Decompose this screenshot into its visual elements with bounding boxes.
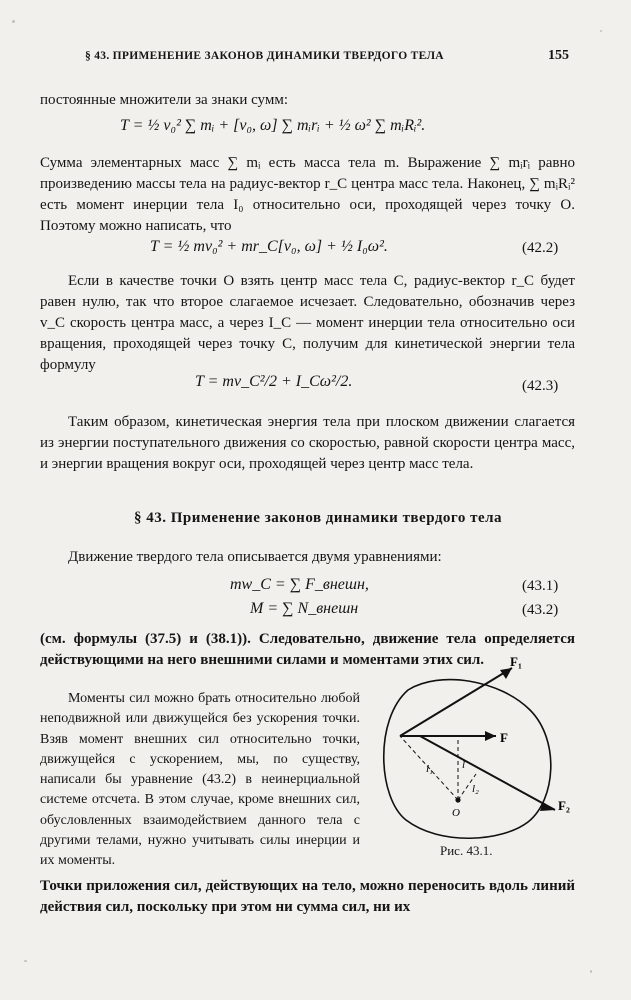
- page-number: 155: [548, 48, 569, 63]
- running-head: [0, 50, 631, 70]
- paragraph-8: Точки приложения сил, действующих на тело, можно переносить вдоль линий действия сил, поскольку при этом ни сумма сил, ни их: [40, 878, 575, 915]
- equation-43-1: mw_C = ∑ F_внешн,: [230, 576, 369, 593]
- label-f2: F₂: [558, 798, 570, 813]
- equation-top: T = ½ v₀² ∑ mᵢ + [v₀, ω] ∑ mᵢrᵢ + ½ ω² ∑ mᵢRᵢ².: [120, 117, 426, 134]
- equation-42-2: T = ½ mv₀² + mr_C[v₀, ω] + ½ I₀ω².: [150, 238, 388, 255]
- equation-43-2: M = ∑ N_внешн: [250, 600, 359, 617]
- running-title: § 43. ПРИМЕНЕНИЕ ЗАКОНОВ ДИНАМИКИ ТВЕРДОГО ТЕЛА: [85, 50, 444, 62]
- force-f2-line: [420, 736, 555, 810]
- label-f1: F₁: [510, 654, 522, 669]
- label-o: O: [452, 807, 460, 819]
- paragraph-7: Моменты сил можно брать относительно любой неподвижной или движущейся без ускорения точки. Взяв момент внешних сил относительно точки, движущейся с ускорением, мы, по существу, написали бы уравнение (43.2) в неинерциальной системе отсчета. В этом случае, кроме внешних сил, обусловленных взаимодействием данного тела с другими телами, нужно учитывать силы инерции и их моменты.: [40, 691, 360, 869]
- point-o: [455, 797, 460, 802]
- equation-number-42-2: (42.2): [522, 240, 559, 256]
- force-diagram: [360, 650, 580, 870]
- print-speck: [24, 960, 27, 962]
- section-heading: § 43. Применение законов динамики твердого тела: [133, 510, 503, 526]
- equation-number-43-2: (43.2): [522, 602, 559, 618]
- paragraph-lead: постоянные множители за знаки сумм:: [40, 92, 289, 108]
- print-speck: [12, 20, 15, 23]
- print-speck: [600, 30, 602, 32]
- paragraph-6: (см. формулы (37.5) и (38.1)). Следовательно, движение тела определяется действующими на него внешними силами и моментами этих сил.: [40, 631, 575, 668]
- label-l2: l₂: [472, 783, 479, 795]
- paragraph-2: Сумма элементарных масс ∑ mᵢ есть масса тела m. Выражение ∑ mᵢrᵢ равно произведению массы тела на радиус-вектор r_C центра масс тела. Наконец, ∑ mᵢRᵢ² есть момент инерции тела I₀ относительно оси, проходящей через точку O. Поэтому можно написать, что: [40, 155, 575, 234]
- paragraph-4: Таким образом, кинетическая энергия тела при плоском движении слагается из энергии поступательного движения со скоростью, равной скорости центра масс, и энергии вращения вокруг оси, проходящей через центр масс тела.: [40, 414, 575, 472]
- equation-number-43-1: (43.1): [522, 578, 559, 594]
- figure-43-1: [360, 650, 580, 870]
- equation-42-3: T = mv_C²/2 + I_Cω²/2.: [195, 373, 353, 390]
- label-f: F: [500, 730, 508, 745]
- print-speck: [590, 970, 592, 973]
- label-l1: l₁: [426, 763, 433, 775]
- force-f1-line: [400, 668, 512, 736]
- figure-caption: Рис. 43.1.: [440, 843, 493, 858]
- equation-number-42-3: (42.3): [522, 378, 559, 394]
- label-l: l: [462, 759, 466, 771]
- paragraph-3: Если в качестве точки O взять центр масс тела C, радиус-вектор r_C будет равен нулю, так что второе слагаемое исчезает. Следовательно, обозначив через v_C скорость центра масс, а через I_C — момент инерции тела относительно оси вращения, проходящей через точку C, получим для кинетической энергии тела формулу: [40, 273, 575, 373]
- paragraph-5: Движение твердого тела описывается двумя уравнениями:: [68, 549, 442, 565]
- body-outline: [384, 680, 551, 839]
- force-f-arrowhead: [485, 731, 496, 741]
